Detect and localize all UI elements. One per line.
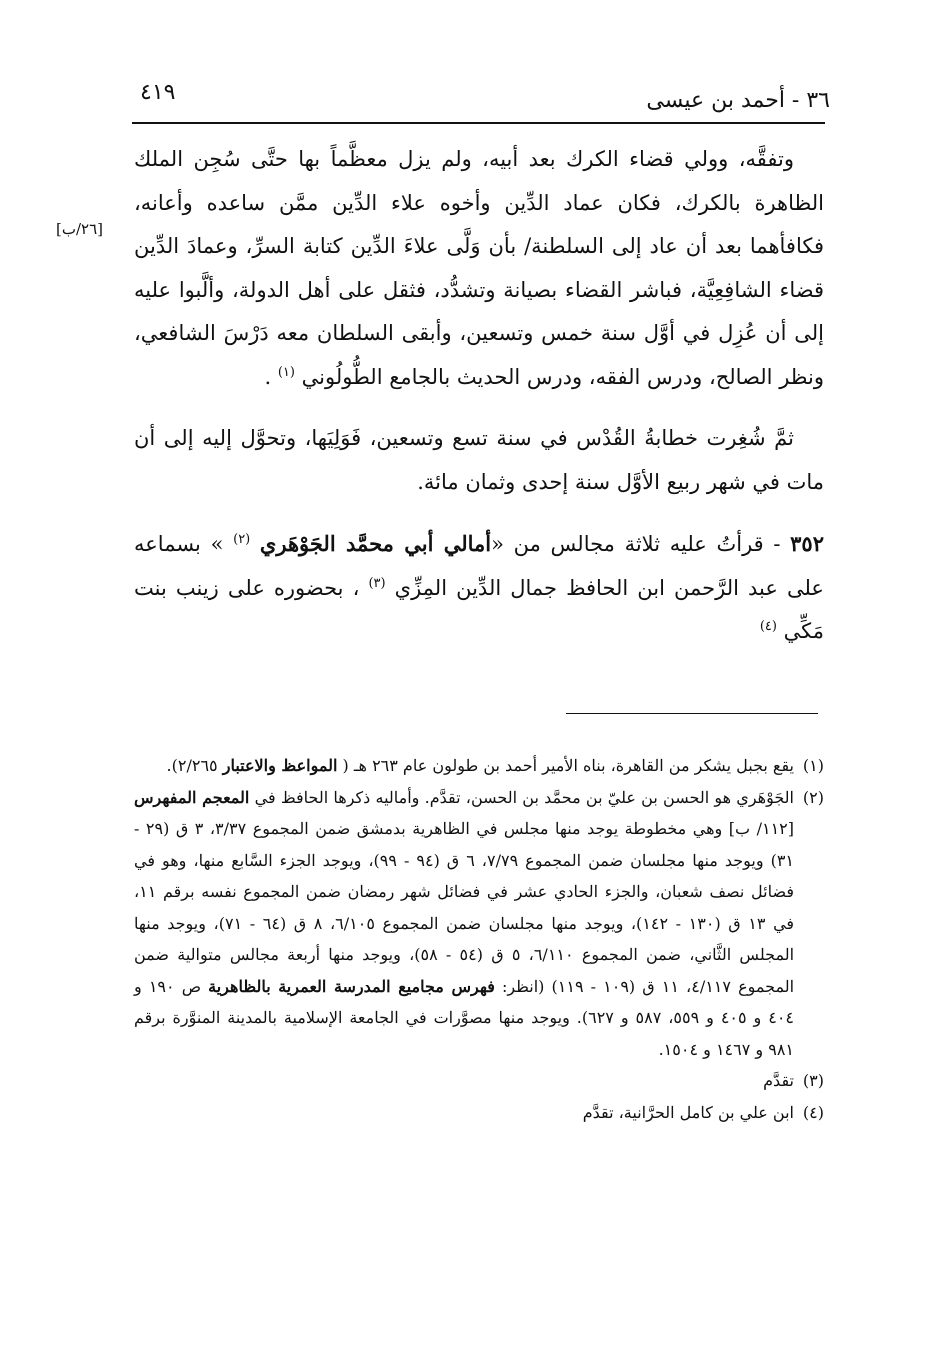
footnote-1-source: المواعظ والاعتبار — [222, 756, 338, 775]
footnote-1-number: (١) — [802, 756, 824, 775]
margin-folio-note: [٢٦/ب] — [56, 220, 104, 238]
footnote-2-text-c: ص ١٩٠ و ٤٠٤ و ٤٠٥ و ٥٥٩، ٥٨٧ و ٦٢٧). ويوجد منها مصوَّرات في الجامعة الإسلامية بالمدينة المنوَّرة برقم ٩٨١ و ١٤٦٧ و ١٥٠٤. — [134, 976, 794, 1059]
footnote-separator — [566, 713, 818, 714]
paragraph-3 — [134, 522, 824, 654]
footnote-ref-1: (١) — [277, 364, 295, 380]
footnote-3-number: (٣) — [802, 1071, 824, 1090]
footnotes — [134, 750, 824, 1128]
footnote-ref-4: (٤) — [759, 619, 777, 634]
footnote-1-text: يقع بجبل يشكر من القاهرة، بناه الأمير أحمد بن طولون عام ٢٦٣ هـ ( — [342, 756, 794, 775]
paragraph-2-text: ثمَّ شُغِرت خطابةُ القُدْس في سنة تسع وتسعين، فَوَلِيَها، وتحوَّل إليه إلى أن مات في شهر ربيع الأوَّل سنة إحدى وثمان مائة. — [134, 426, 824, 494]
header-rule — [132, 122, 825, 124]
footnote-2-text-a: الجَوْهَري هو الحسن بن عليّ بن محمَّد بن الحسن، تقدَّم. وأماليه ذكرها الحافظ في — [254, 787, 795, 807]
paragraph-3-mid: » بسماعه على عبد الرَّحمن ابن الحافظ جمال الدِّين المِزِّي — [134, 532, 824, 600]
page-number: ٤١٩ — [140, 80, 176, 105]
footnote-1-tail: ٢/٢٦٥). — [166, 756, 218, 775]
footnote-3 — [134, 1065, 824, 1097]
paragraph-1-end: . — [264, 364, 272, 389]
footnote-3-text: تقدَّم — [763, 1071, 794, 1090]
footnote-2-source-2: فهرس مجاميع المدرسة العمرية بالظاهرية — [208, 976, 495, 996]
footnote-4-text: ابن علي بن كامل الحرَّانية، تقدَّم — [582, 1102, 794, 1122]
main-text — [134, 138, 824, 654]
footnote-ref-3: (٣) — [368, 575, 386, 591]
footnote-1 — [134, 750, 824, 782]
book-title: أمالي أبي محمَّد الجَوْهَري — [259, 531, 492, 556]
paragraph-3-intro: - قرأتُ عليه ثلاثة مجالس من « — [491, 532, 781, 556]
footnote-4 — [134, 1097, 824, 1129]
footnote-2-text-b: [١١٢/ ب] وهي مخطوطة يوجد منها مجلس في الظاهرية بدمشق ضمن المجموع ٣/٣٧، ٣ ق (٢٩ - ٣١) ويوجد منها مجلسان ضمن المجموع ٧/٧٩، ٦ ق (٩٤ - ٩٩)، ويوجد الجزء السَّابع منها، وهو في فضائل نصف شعبان، والجزء الحادي عشر في فضائل شهر رمضان ضمن المجموع نفسه برقم ١١، في ١٣ ق (١٣٠ - ١٤٢)، ويوجد منها مجلسان ضمن المجموع ٦/١٠٥، ٨ ق (٦٤ - ٧١)، ويوجد منها المجلس الثَّاني، ضمن المجموع ٦/١١٠، ٥ ق (٥٤ - ٥٨)، ويوجد منها أربعة مجالس متوالية ضمن المجموع ٤/١١٧، ١١ ق (١٠٩ - ١١٩) (انظر: — [134, 819, 795, 996]
paragraph-3-end: ، بحضوره على زينب بنت مَكِّي — [134, 575, 824, 643]
footnote-ref-2: (٢) — [233, 532, 251, 547]
paragraph-1-text: وتفقَّه، وولي قضاء الكرك بعد أبيه، ولم يزل معظَّماً بها حتَّى سُجِن الملك الظاهرة بالكرك، فكان عماد الدِّين وأخوه علاء الدِّين ممَّن ساعده وأعانه، فكافأهما بعد أن عاد إلى السلطنة/ بأن وَلَّى علاءَ الدِّين كتابة السرِّ، وعمادَ الدِّين قضاء الشافِعِيَّة، فباشر القضاء بصيانة وتشدُّد، فثقل على أهل الدولة، وألَّبوا عليه إلى أن عُزِل في أوَّل سنة خمس وتسعين، وأبقى السلطان معه دَرْسَ الشافعي، ونظر الصالح، ودرس الفقه، ودرس الحديث بالجامع الطُّولُوني — [134, 147, 824, 389]
running-title: ٣٦ - أحمد بن عيسى — [646, 88, 830, 113]
footnote-2 — [134, 782, 824, 1066]
entry-number: ٣٥٢ — [790, 531, 824, 556]
footnote-2-number: (٢) — [802, 787, 824, 807]
paragraph-1 — [134, 138, 824, 399]
footnote-4-number: (٤) — [802, 1102, 824, 1122]
footnote-2-source-1: المعجم المفهرس — [134, 787, 250, 807]
paragraph-2 — [134, 417, 824, 504]
